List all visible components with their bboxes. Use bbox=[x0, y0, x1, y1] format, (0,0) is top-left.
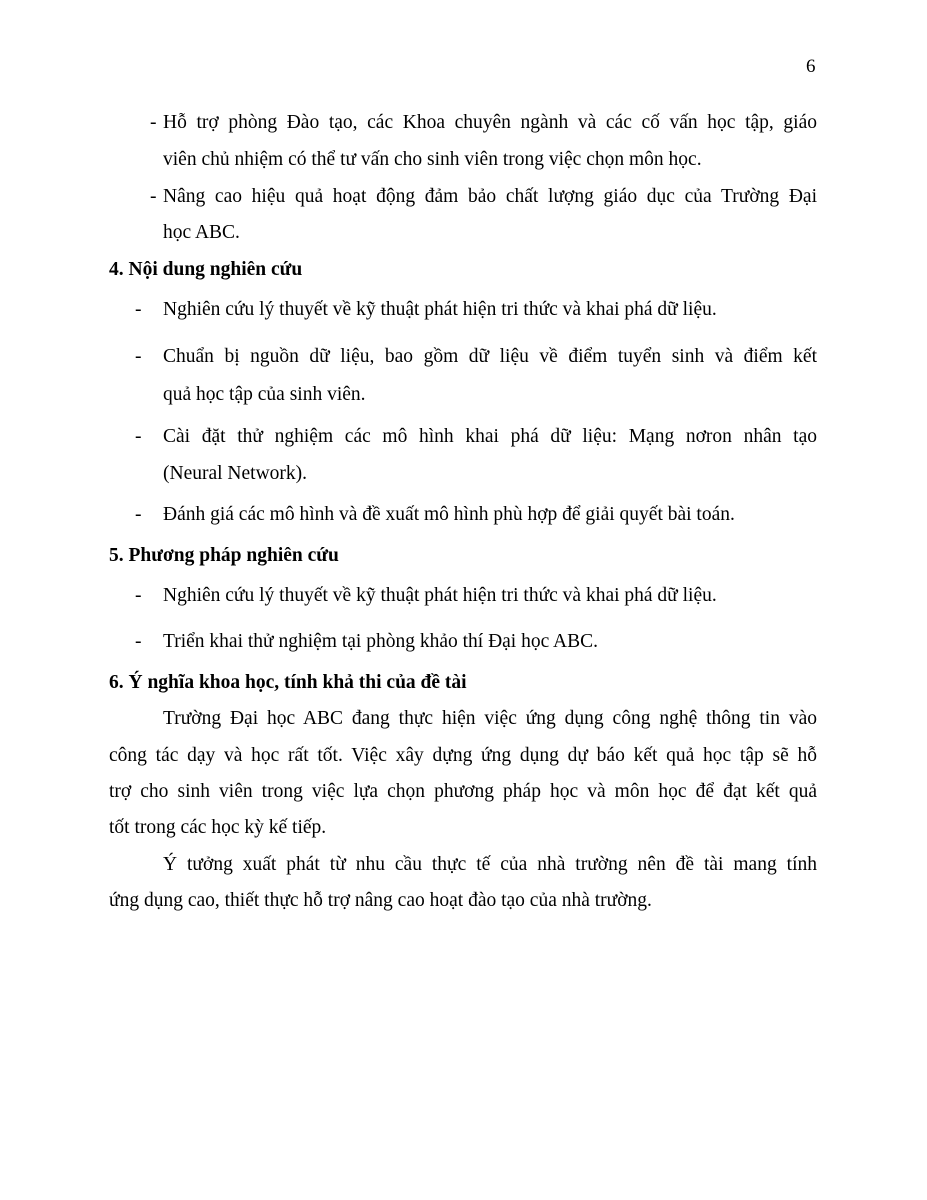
section-heading: 4. Nội dung nghiên cứu bbox=[109, 259, 303, 280]
list-dash: - bbox=[150, 112, 157, 133]
list-dash: - bbox=[135, 299, 142, 320]
list-item-text: Nâng cao hiệu quả hoạt động đảm bảo chất lượng giáo dục của Trường Đại bbox=[163, 186, 817, 207]
paragraph-line: tốt trong các học kỳ kế tiếp. bbox=[109, 817, 327, 838]
list-item-text: viên chủ nhiệm có thể tư vấn cho sinh viên trong việc chọn môn học. bbox=[163, 149, 702, 170]
list-item-text: (Neural Network). bbox=[163, 463, 308, 484]
list-dash: - bbox=[135, 426, 142, 447]
list-item-text: Nghiên cứu lý thuyết về kỹ thuật phát hiện tri thức và khai phá dữ liệu. bbox=[163, 299, 717, 320]
list-item-text: Hỗ trợ phòng Đào tạo, các Khoa chuyên ngành và các cố vấn học tập, giáo bbox=[163, 112, 817, 133]
section-heading: 5. Phương pháp nghiên cứu bbox=[109, 545, 339, 566]
paragraph-line: ứng dụng cao, thiết thực hỗ trợ nâng cao hoạt đào tạo của nhà trường. bbox=[109, 890, 652, 911]
section-heading: 6. Ý nghĩa khoa học, tính khả thi của đề tài bbox=[109, 672, 467, 693]
list-item-text: Nghiên cứu lý thuyết về kỹ thuật phát hiện tri thức và khai phá dữ liệu. bbox=[163, 585, 717, 606]
list-item-text: quả học tập của sinh viên. bbox=[163, 384, 366, 405]
paragraph-line: Ý tưởng xuất phát từ nhu cầu thực tế của nhà trường nên đề tài mang tính bbox=[163, 854, 817, 875]
list-dash: - bbox=[135, 346, 142, 367]
list-item-text: Triển khai thử nghiệm tại phòng khảo thí Đại học ABC. bbox=[163, 631, 599, 652]
list-dash: - bbox=[135, 631, 142, 652]
list-item-text: học ABC. bbox=[163, 222, 240, 243]
page-number: 6 bbox=[806, 56, 816, 77]
list-item-text: Cài đặt thử nghiệm các mô hình khai phá dữ liệu: Mạng nơron nhân tạo bbox=[163, 426, 817, 447]
paragraph-line: trợ cho sinh viên trong việc lựa chọn phương pháp học và môn học để đạt kết quả bbox=[109, 781, 817, 802]
list-dash: - bbox=[150, 186, 157, 207]
list-dash: - bbox=[135, 585, 142, 606]
paragraph-line: công tác dạy và học rất tốt. Việc xây dựng ứng dụng dự báo kết quả học tập sẽ hỗ bbox=[109, 745, 817, 766]
paragraph-line: Trường Đại học ABC đang thực hiện việc ứng dụng công nghệ thông tin vào bbox=[163, 708, 817, 729]
list-item-text: Đánh giá các mô hình và đề xuất mô hình phù hợp để giải quyết bài toán. bbox=[163, 504, 735, 525]
list-dash: - bbox=[135, 504, 142, 525]
list-item-text: Chuẩn bị nguồn dữ liệu, bao gồm dữ liệu về điểm tuyển sinh và điểm kết bbox=[163, 346, 817, 367]
